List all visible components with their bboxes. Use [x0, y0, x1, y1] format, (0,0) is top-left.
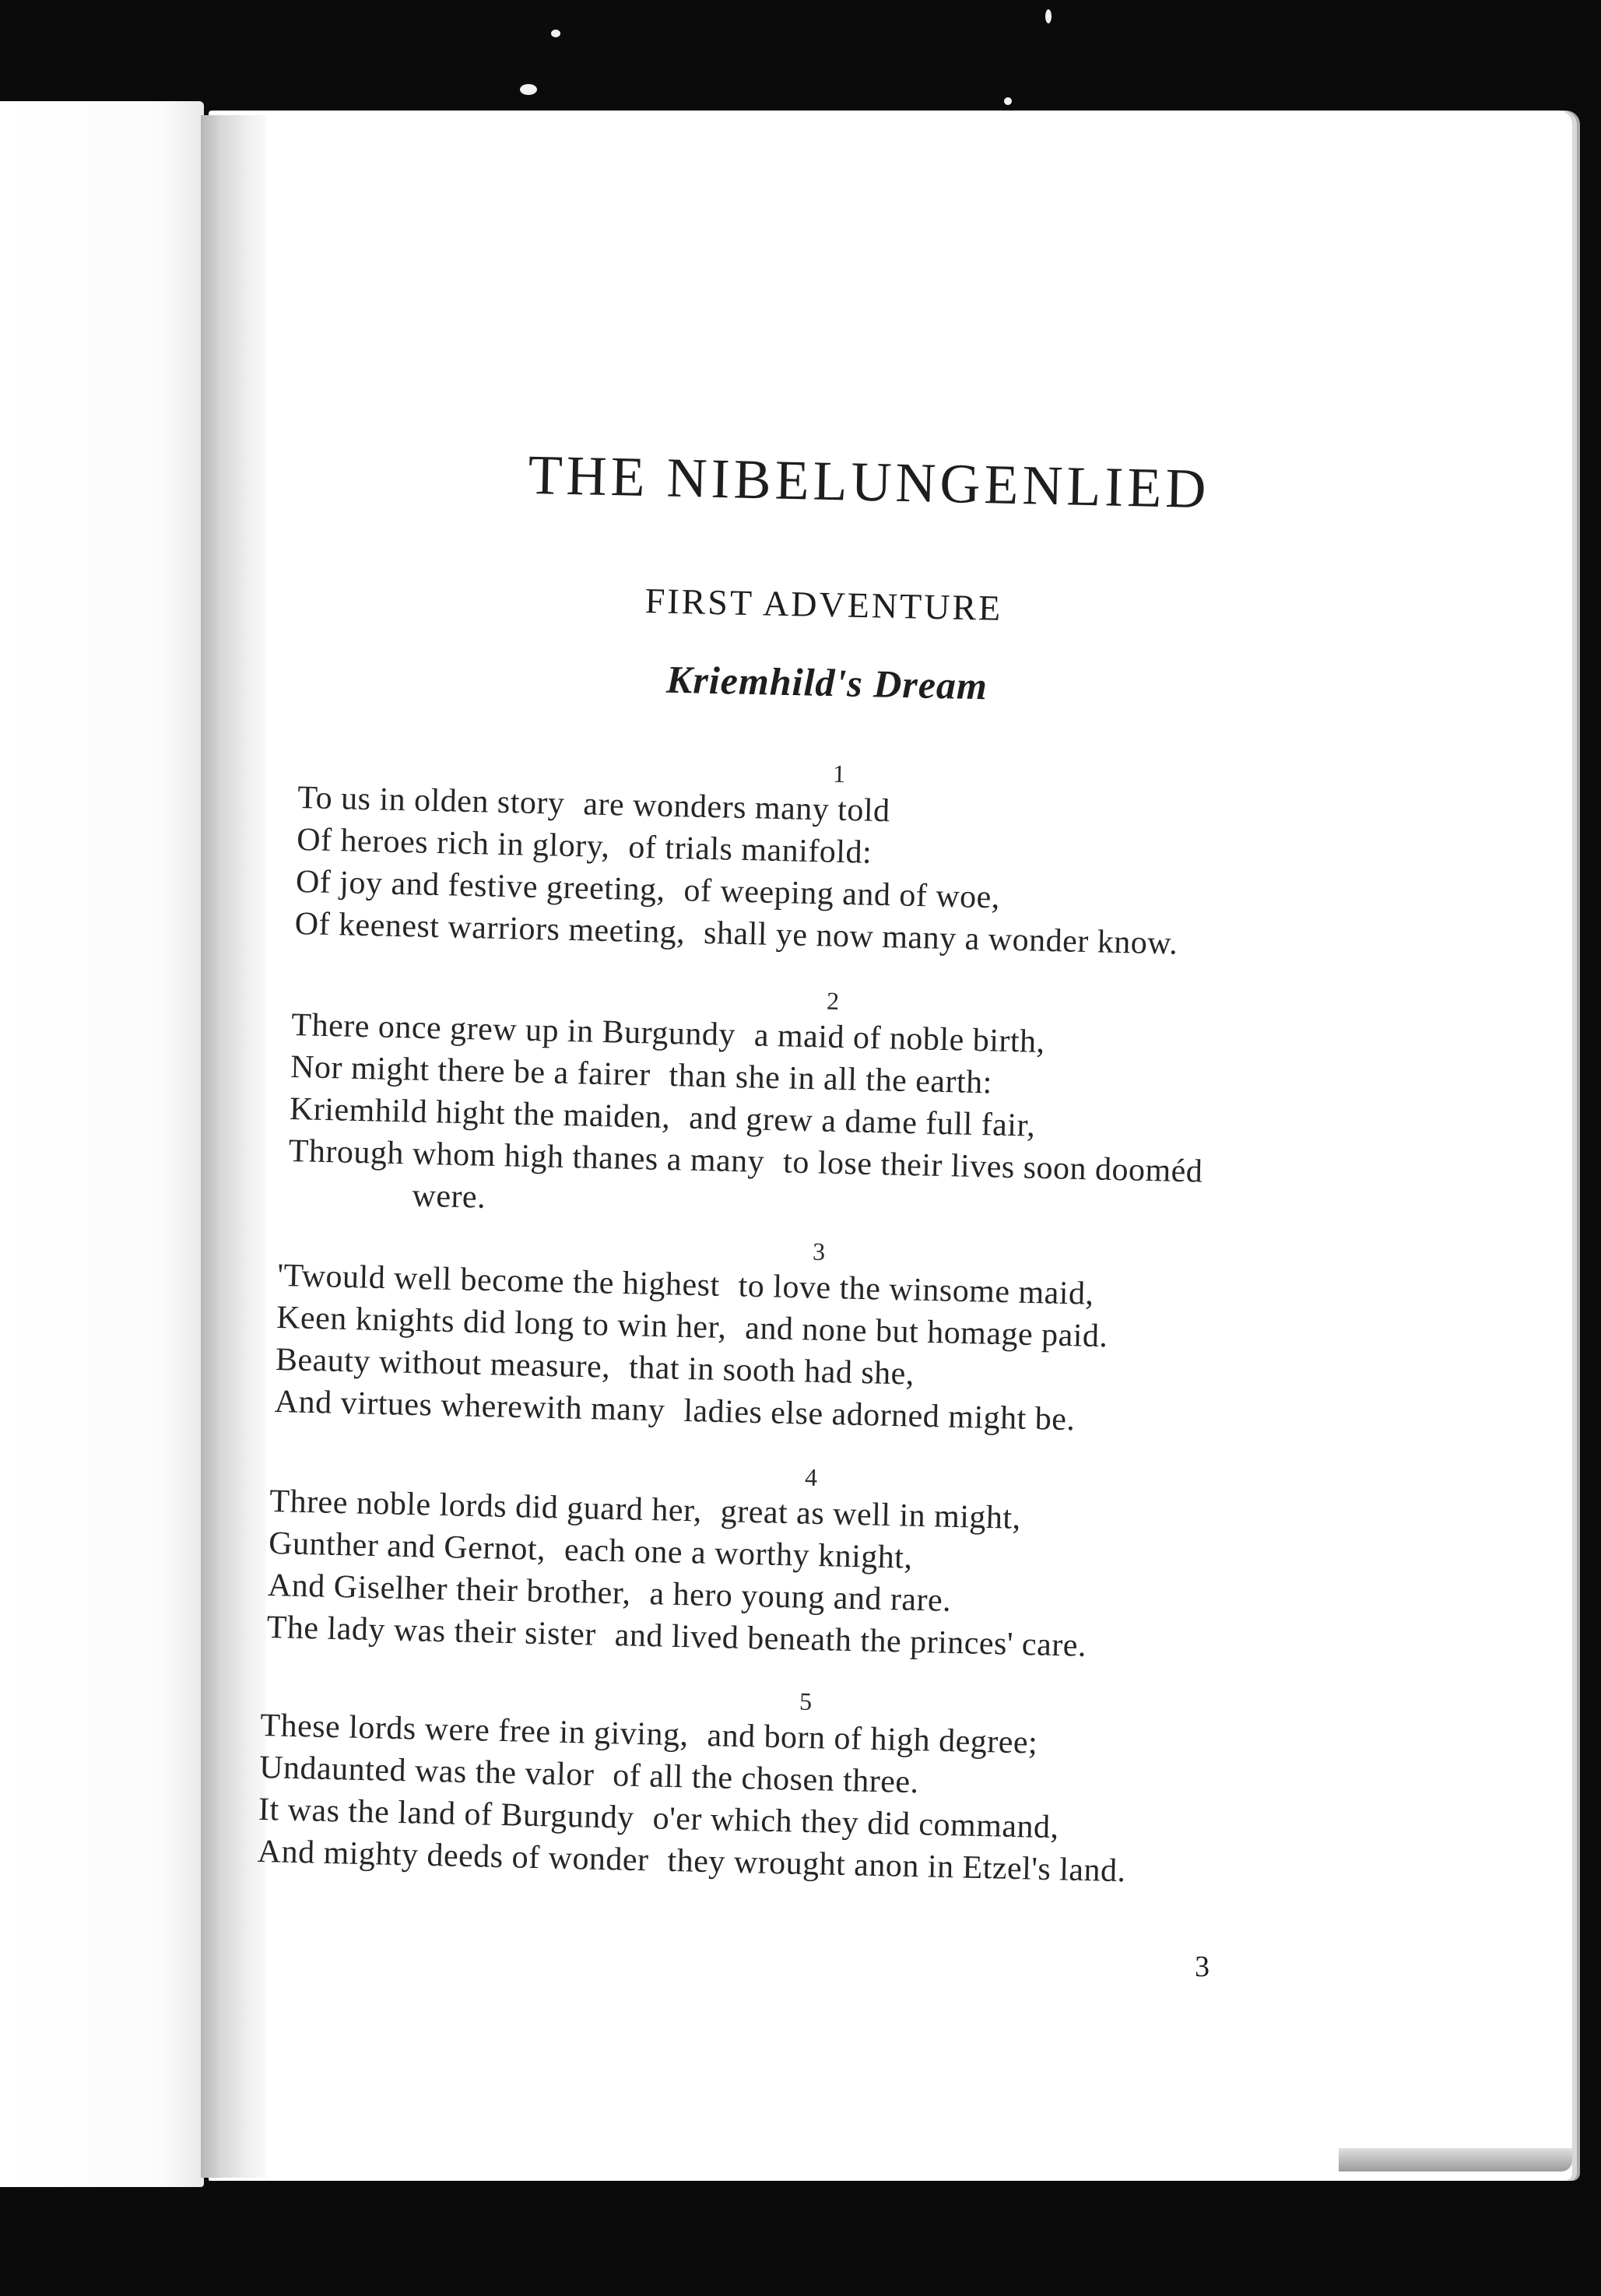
verse-half: To us in olden story [297, 779, 565, 822]
verse-half: The lady was their sister [266, 1609, 597, 1653]
stanza-5 [257, 1673, 1319, 1897]
dust-speck [520, 84, 537, 95]
stanza-number: 3 [812, 1237, 827, 1266]
verse-half: Of keenest warriors meeting, [294, 905, 686, 951]
stanza-2 [287, 973, 1343, 1238]
stanza-1 [294, 746, 1349, 969]
verse-half: ladies else adorned might be. [683, 1392, 1076, 1438]
section-title: Kriemhild's Dream [665, 657, 988, 708]
verse-half: Three noble lords did guard her, [269, 1483, 703, 1529]
verse-half: o'er which they did command, [652, 1800, 1060, 1846]
verse-half: and born of high degree; [706, 1718, 1038, 1761]
stanza-number: 4 [804, 1462, 819, 1491]
verse-half: There once grew up in Burgundy [290, 1006, 736, 1053]
verse-half: Nor might there be a fairer [290, 1048, 651, 1094]
verse-half: a hero young and rare. [649, 1576, 952, 1619]
verse-half: Kriemhild hight the maiden, [289, 1090, 671, 1136]
verse-half: are wonders many told [582, 786, 891, 830]
verse-half: than she in all the earth: [669, 1058, 993, 1101]
verse-half: and grew a dame full fair, [688, 1100, 1036, 1144]
verse-half: of trials manifold: [627, 829, 872, 871]
verse-half: and none but homage paid. [744, 1310, 1108, 1355]
verse-half: each one a worthy knight, [564, 1532, 914, 1576]
verse-half: great as well in might, [720, 1494, 1022, 1536]
verse-half: Through whom high thanes a many [288, 1132, 765, 1180]
verse-half: And virtues wherewith many [274, 1383, 665, 1429]
verse-half: Keen knights did long to win her, [276, 1299, 727, 1346]
stanza-3 [274, 1223, 1329, 1447]
verse-half: These lords were free in giving, [259, 1707, 690, 1754]
verse-half: and lived beneath the princes' care. [614, 1617, 1087, 1664]
verse-half: Of heroes rich in glory, [296, 821, 611, 865]
stanza-number: 5 [799, 1687, 813, 1716]
verse-half: Undaunted was the valor [258, 1749, 595, 1793]
left-facing-page [0, 101, 204, 2187]
verse-half: of all the chosen three. [612, 1757, 920, 1801]
verse-half: shall ye now many a wonder know. [703, 915, 1178, 962]
dust-speck [1004, 97, 1012, 105]
verse-half: Gunther and Gernot, [268, 1525, 546, 1568]
verse-half: 'Twould well become the highest [276, 1257, 721, 1304]
verse-half: It was the land of Burgundy [258, 1791, 635, 1836]
page-number: 3 [1195, 1950, 1210, 1983]
verse-half: to lose their lives soon dooméd [782, 1144, 1203, 1190]
verse-half: of weeping and of woe, [683, 872, 1001, 916]
verse-half: Of joy and festive greeting, [295, 863, 666, 908]
page-title: THE NIBELUNGENLIED [527, 443, 1211, 521]
verse-continuation: were. [412, 1178, 486, 1216]
verse-half: And Giselher their brother, [267, 1567, 632, 1612]
stanza-number: 1 [832, 759, 847, 788]
page-edge [1339, 2148, 1572, 2171]
dust-speck [551, 30, 560, 37]
verse-half: Beauty without measure, [275, 1341, 611, 1385]
dust-speck [1045, 9, 1052, 23]
verse-half: And mighty deeds of wonder [257, 1833, 650, 1879]
chapter-subtitle: FIRST ADVENTURE [644, 581, 1003, 628]
verse-half: they wrought anon in Etzel's land. [667, 1842, 1127, 1890]
verse-half: to love the winsome maid, [738, 1268, 1095, 1312]
verse-half: that in sooth had she, [628, 1350, 915, 1392]
stanza-number: 2 [826, 986, 841, 1015]
stanza-4 [266, 1449, 1321, 1673]
verse-half: a maid of noble birth, [753, 1017, 1046, 1060]
